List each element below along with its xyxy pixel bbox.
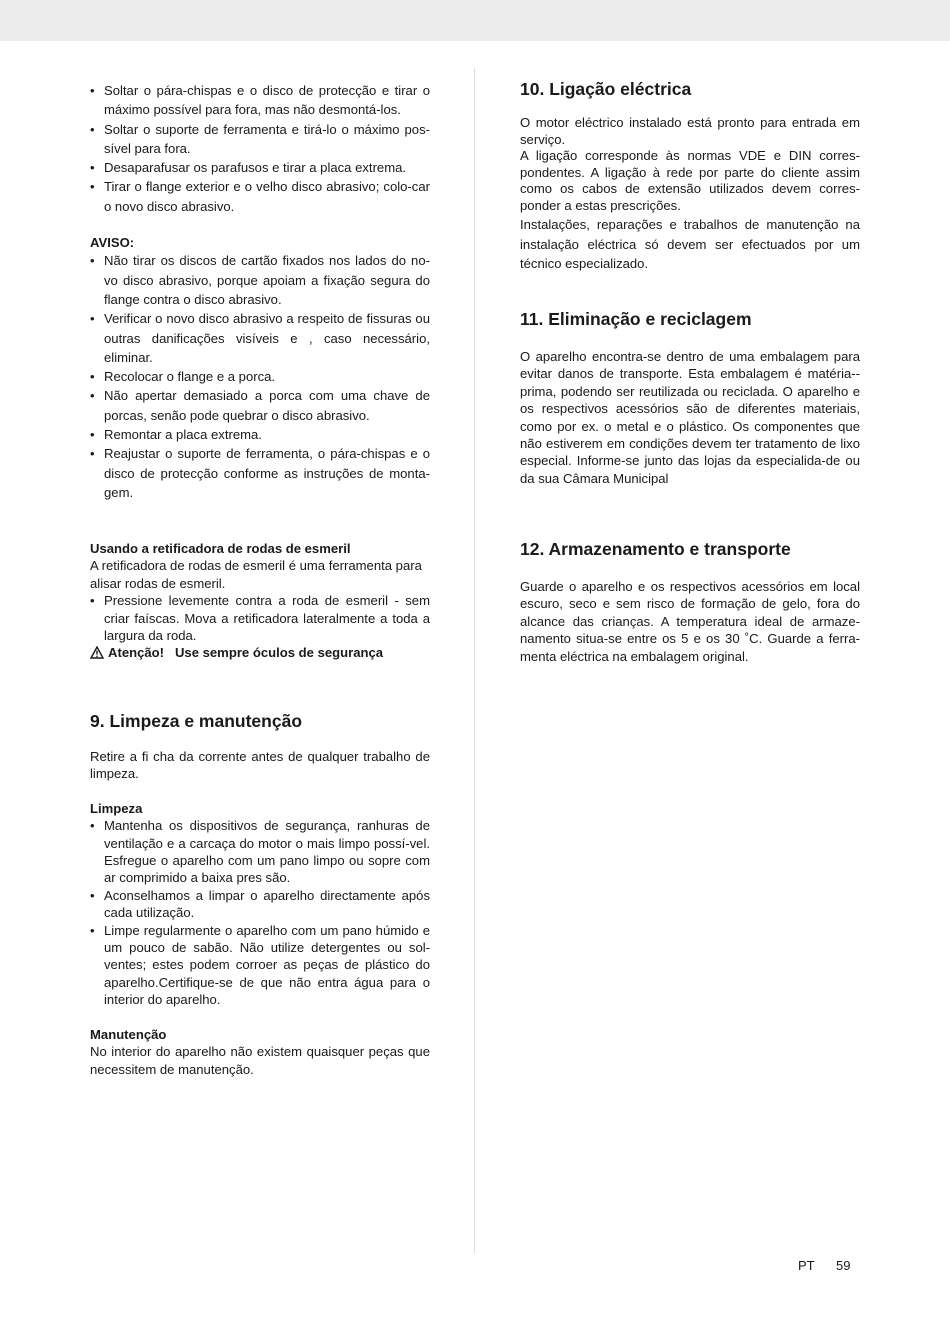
- list-item: • Aconselhamos a limpar o aparelho directamente após cada utilização.: [90, 887, 430, 922]
- footer-language: PT: [798, 1258, 815, 1273]
- section-title: 11. Eliminação e reciclagem: [520, 309, 752, 329]
- warning-text: Use sempre óculos de segurança: [174, 645, 384, 661]
- section-10-p1: O motor eléctrico instalado está pronto para entrada em serviço.: [520, 115, 860, 147]
- aviso-title: AVISO:: [90, 235, 135, 250]
- warning-label: Atenção!: [108, 645, 165, 661]
- list-item: • Tirar o flange exterior e o velho disco abrasivo; colo-car o novo disco abrasivo.: [90, 177, 430, 216]
- section-10-p2: A ligação corresponde às normas VDE e DIN corres-pondentes. A ligação à rede por parte do cliente assim como os cabos de extensão utilizados devem corres-ponder a estas prescrições.: [520, 148, 860, 213]
- list-item: • Verificar o novo disco abrasivo a respeito de fissuras ou outras danificações visíveis e , caso necessário, eliminar.: [90, 309, 430, 367]
- section-12: [520, 538, 860, 560]
- section-title: 9. Limpeza e manutenção: [90, 711, 303, 731]
- section-10-p3: Instalações, reparações e trabalhos de manutenção na instalação eléctrica só devem ser efectuados por um técnico especializado.: [520, 217, 860, 271]
- list-item: • Mantenha os dispositivos de segurança, ranhuras de ventilação e a carcaça do motor o mais limpo possí-vel. Esfregue o aparelho com um pano limpo ou sopre com ar comprimido a baixa pres são.: [90, 817, 430, 887]
- list-item: • Não tirar os discos de cartão fixados nos lados do no-vo disco abrasivo, porque apoiam a fixação segura do flange contra o disco abrasivo.: [90, 251, 430, 309]
- usando-block: [90, 540, 430, 664]
- section-10: [520, 78, 860, 100]
- section-title: 12. Armazenamento e transporte: [520, 539, 791, 559]
- manutencao-text: No interior do aparelho não existem quaisquer peças que necessitem de manutenção.: [90, 1044, 430, 1077]
- section-11: [520, 308, 860, 330]
- section-9: [90, 710, 430, 732]
- warning-triangle-icon: [90, 646, 104, 663]
- section-10-body: [520, 115, 860, 274]
- column-divider: [474, 68, 475, 1253]
- page-number: 59: [836, 1258, 851, 1273]
- aviso-block: [90, 234, 430, 502]
- list-item: • Recolocar o flange e a porca.: [90, 367, 430, 386]
- section-11-text: O aparelho encontra-se dentro de uma embalagem para evitar danos de transporte. Esta embalagem é matéria--prima, podendo ser reutilizada ou reciclada. O aparelho e os respectivos acessórios são de diferentes materiais, como por ex. o metal e o plástico. Os componentes que não estiverem em condições devem ter tratamento de lixo especial. Informe-se junto das lojas da especialida-de ou da sua Câmara Municipal: [520, 349, 860, 486]
- intro-list-block: [90, 81, 430, 216]
- usando-text: A retificadora de rodas de esmeril é uma ferramenta para alisar rodas de esmeril.: [90, 558, 422, 591]
- aviso-list: [90, 251, 430, 502]
- list-item: • Limpe regularmente o aparelho com um pano húmido e um pouco de sabão. Não utilize detergentes ou sol-ventes; estes podem corroer as peças de plástico do aparelho.Certifique-se de que não entra água para o interior do aparelho.: [90, 922, 430, 1009]
- list-item: • Soltar o suporte de ferramenta e tirá-lo o máximo pos-sível para fora.: [90, 120, 430, 159]
- list-item: • Reajustar o suporte de ferramenta, o pára-chispas e o disco de protecção conforme as instruções de monta-gem.: [90, 444, 430, 502]
- safety-warning: [90, 644, 430, 663]
- header-bar: [0, 0, 950, 41]
- section-11-body: [520, 348, 860, 487]
- list-item: • Pressione levemente contra a roda de esmeril - sem criar faíscas. Mova a retificadora lateralmente a toda a largura da roda.: [90, 592, 430, 644]
- list-item: • Remontar a placa extrema.: [90, 425, 430, 444]
- usando-title: Usando a retificadora de rodas de esmeril: [90, 541, 351, 556]
- section-12-text: Guarde o aparelho e os respectivos acessórios em local escuro, seco e sem risco de formação de gelo, fora do alcance das crianças. A temperatura ideal de armaze-namento situa-se entre os 5 e os 30 ˚C. Guarde a ferra-menta eléctrica na embalagem original.: [520, 579, 860, 664]
- list-item: • Não apertar demasiado a porca com uma chave de porcas, senão pode quebrar o disco abrasivo.: [90, 386, 430, 425]
- manutencao-title: Manutenção: [90, 1026, 167, 1042]
- list-item: • Desaparafusar os parafusos e tirar a placa extrema.: [90, 158, 430, 177]
- limpeza-title: Limpeza: [90, 800, 143, 816]
- section-title: 10. Ligação eléctrica: [520, 79, 692, 99]
- section-9-intro: Retire a fi cha da corrente antes de qualquer trabalho de limpeza.: [90, 749, 430, 782]
- section-9-body: [90, 748, 430, 1078]
- intro-list: [90, 81, 430, 216]
- section-12-body: [520, 578, 860, 665]
- usando-list: [90, 592, 430, 644]
- list-item: • Soltar o pára-chispas e o disco de protecção e tirar o máximo possível para fora, mas não desmontá-los.: [90, 81, 430, 120]
- limpeza-list: [90, 817, 430, 1008]
